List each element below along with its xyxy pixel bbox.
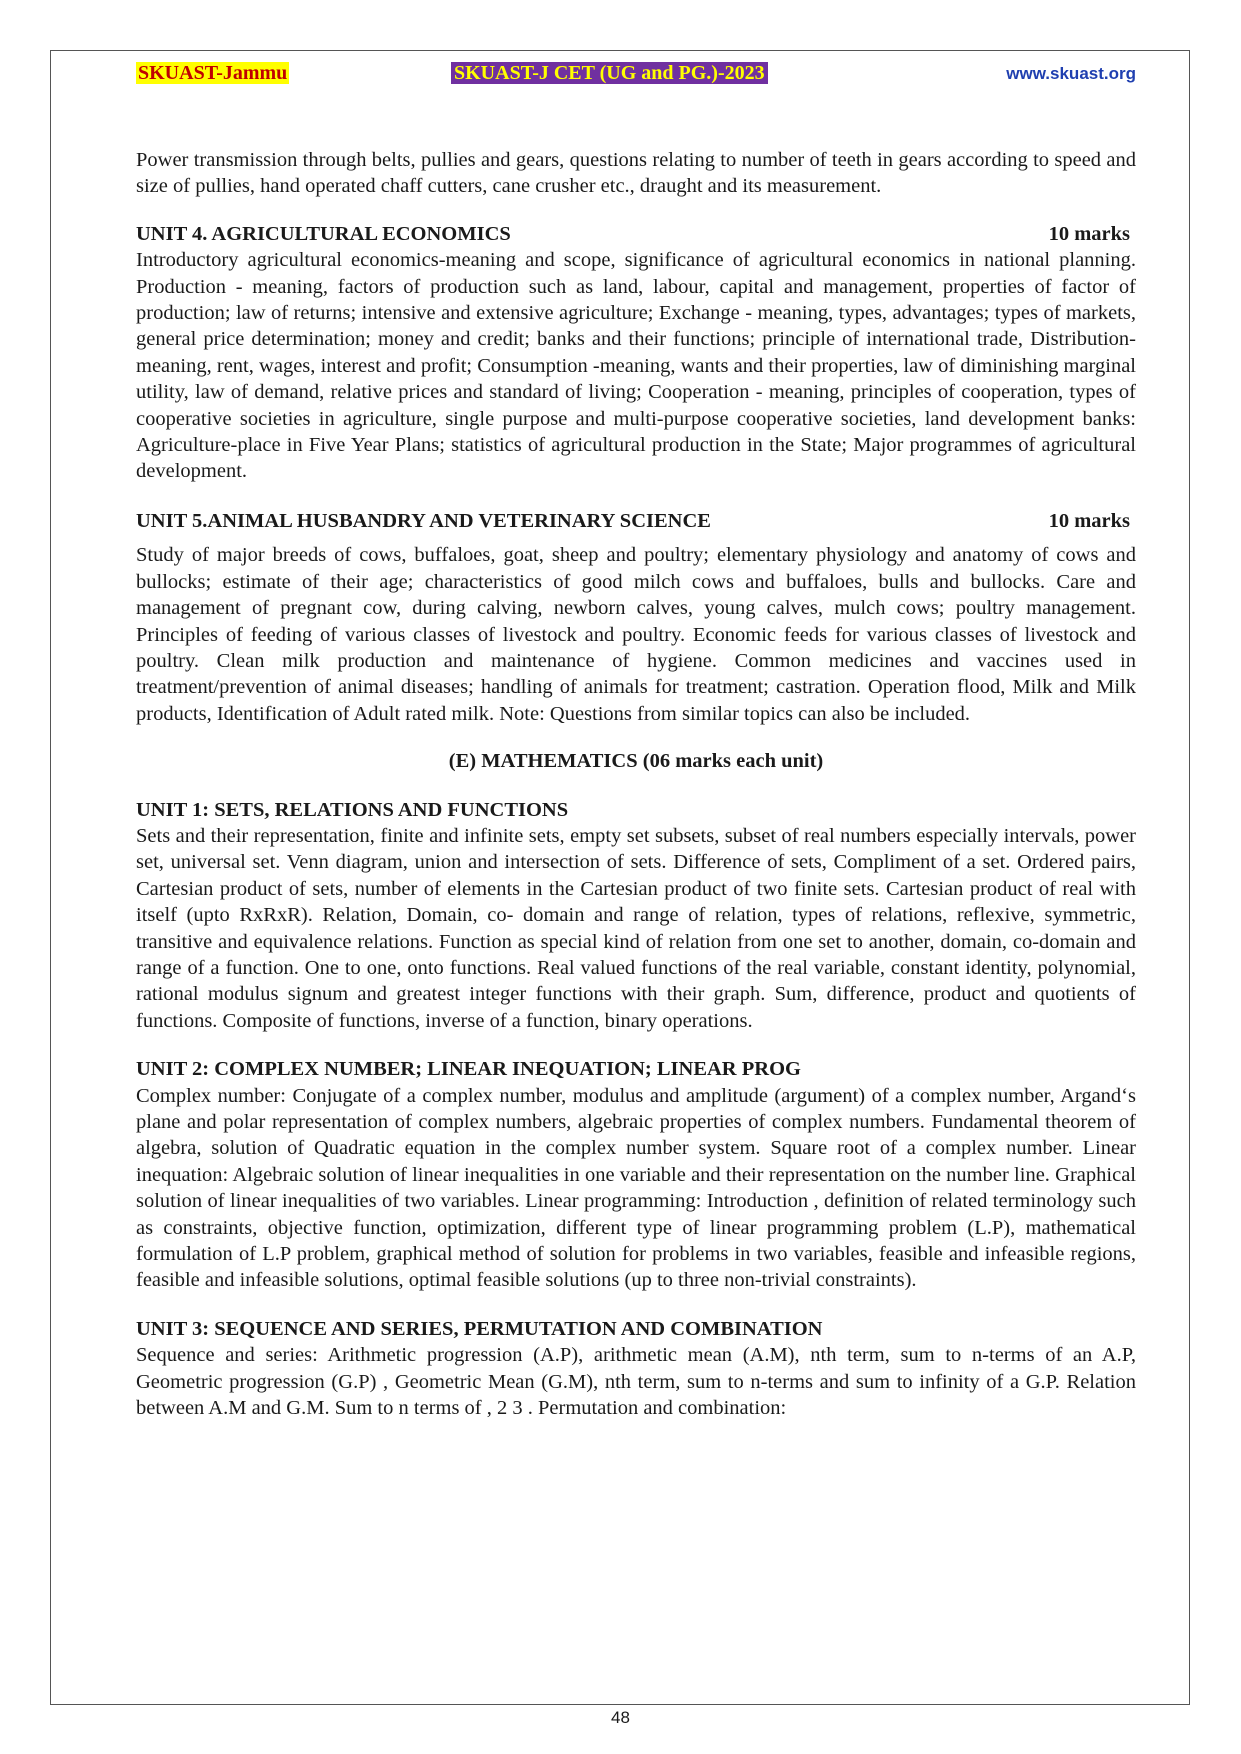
unit-5-title: UNIT 5.ANIMAL HUSBANDRY AND VETERINARY SCIENCE <box>136 509 711 532</box>
math-unit-1-body: Sets and their representation, finite and infinite sets, empty set subsets, subset of real numbers especially intervals, power set, universal set. Venn diagram, union and intersection of sets. Difference of sets, Compliment of a set. Ordered pairs, Cartesian product of sets, number of elements in the Cartesian product of two finite sets. Cartesian product of real with itself (upto RxRxR). Relation, Domain, co- domain and range of relation, types of relations, reflexive, symmetric, transitive and equivalence relations. Function as special kind of relation from one set to another, domain, co-domain and range of a function. One to one, onto functions. Real valued functions of the real variable, constant identity, polynomial, rational modulus signum and greatest integer functions with their graph. Sum, difference, product and quotients of functions. Composite of functions, inverse of a function, binary operations. <box>136 824 1136 1032</box>
page-content <box>136 147 1136 1421</box>
unit-5-marks: 10 marks <box>1048 509 1130 532</box>
unit-4-title: UNIT 4. AGRICULTURAL ECONOMICS <box>136 222 511 245</box>
math-unit-3-title: UNIT 3: SEQUENCE AND SERIES, PERMUTATION AND COMBINATION <box>136 1317 823 1340</box>
math-unit-1-heading <box>136 797 1136 823</box>
math-unit-2-title: UNIT 2: COMPLEX NUMBER; LINEAR INEQUATION; LINEAR PROG <box>136 1058 801 1081</box>
unit-5-heading <box>136 508 1136 534</box>
website-link[interactable]: www.skuast.org <box>1006 64 1136 83</box>
unit-5-body: Study of major breeds of cows, buffaloes, goat, sheep and poultry; elementary physiology and anatomy of cows and bullocks; estimate of their age; characteristics of good milch cows and buffaloes, bulls and bullocks. Care and management of pregnant cow, during calving, newborn calves, young calves, mulch cows; poultry management. Principles of feeding of various classes of livestock and poultry. Economic feeds for various classes of livestock and poultry. Clean milk production and maintenance of hygiene. Common medicines and vaccines used in treatment/prevention of animal diseases; handling of animals for treatment; castration. Operation flood, Milk and Milk products, Identification of Adult rated milk. Note: Questions from similar topics can also be included. <box>136 544 1136 725</box>
math-unit-1-title: UNIT 1: SETS, RELATIONS AND FUNCTIONS <box>136 798 569 821</box>
institution-label: SKUAST-Jammu <box>138 62 288 84</box>
math-unit-3-body: Sequence and series: Arithmetic progression (A.P), arithmetic mean (A.M), nth term, sum to n-terms of an A.P, Geometric progression (G.P) , Geometric Mean (G.M), nth term, sum to n-terms and sum to infinity of a G.P. Relation between A.M and G.M. Sum to n terms of , 2 3 . Permutation and combination: <box>136 1344 1136 1420</box>
math-unit-2-body: Complex number: Conjugate of a complex number, modulus and amplitude (argument) of a complex number, Argand‘s plane and polar representation of complex numbers, algebraic properties of complex numbers. Fundamental theorem of algebra, solution of Quadratic equation in the complex number system. Square root of a complex number. Linear inequation: Algebraic solution of linear inequalities in one variable and their representation on the number line. Graphical solution of linear inequalities of two variables. Linear programming: Introduction , definition of related terminology such as constraints, objective function, optimization, different type of linear programming problem (L.P), mathematical formulation of L.P problem, graphical method of solution for problems in two variables, feasible and infeasible regions, feasible and infeasible solutions, optimal feasible solutions (up to three non-trivial constraints). <box>136 1084 1136 1292</box>
mathematics-section-heading: (E) MATHEMATICS (06 marks each unit) <box>448 750 824 773</box>
math-unit-2-heading <box>136 1056 1136 1082</box>
exam-title: SKUAST-J CET (UG and PG.)-2023 <box>451 62 768 84</box>
unit-4-heading <box>136 221 1136 247</box>
unit-4-marks: 10 marks <box>1048 222 1130 245</box>
page-header <box>136 62 1136 88</box>
page-number: 48 <box>611 1708 630 1727</box>
math-unit-3-heading <box>136 1316 1136 1342</box>
unit-4-body: Introductory agricultural economics-meaning and scope, significance of agricultural economics in national planning. Production - meaning, factors of production such as land, labour, capital and management, properties of factor of production; law of returns; intensive and extensive agriculture; Exchange - meaning, types, advantages; types of markets, general price determination; money and credit; banks and their functions; principle of international trade, Distribution-meaning, rent, wages, interest and profit; Consumption -meaning, wants and their properties, law of diminishing marginal utility, law of demand, relative prices and standard of living; Cooperation - meaning, principles of cooperation, types of cooperative societies in agriculture, single purpose and multi-purpose cooperative societies, land development banks: Agriculture-place in Five Year Plans; statistics of agricultural production in the State; Major programmes of agricultural development. <box>136 249 1136 483</box>
intro-paragraph: Power transmission through belts, pullies and gears, questions relating to number of teeth in gears according to speed and size of pullies, hand operated chaff cutters, cane crusher etc., draught and its measurement. <box>136 149 1136 198</box>
